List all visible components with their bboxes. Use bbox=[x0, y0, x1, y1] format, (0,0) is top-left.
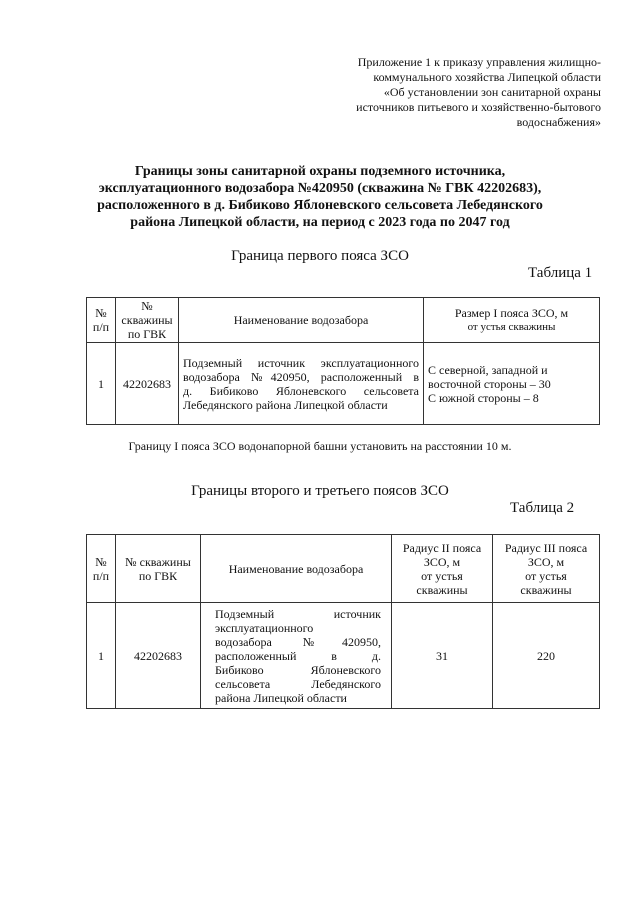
section1-heading: Граница первого пояса ЗСО bbox=[231, 248, 409, 264]
cell-line: Лебедянского района Липецкой области bbox=[183, 397, 388, 412]
table1-header-row bbox=[87, 298, 600, 343]
header-text: Радиус II пояса bbox=[402, 540, 482, 555]
cell-radius2: 31 bbox=[392, 603, 493, 709]
document-title bbox=[60, 163, 580, 231]
note-text: Границу I пояса ЗСО водонапорной башни установить на расстоянии 10 м. bbox=[128, 439, 512, 453]
header-num bbox=[87, 298, 116, 343]
appendix-line: источников питьевого и хозяйственно-бытового bbox=[356, 100, 601, 114]
appendix-line: коммунального хозяйства Липецкой области bbox=[373, 70, 601, 84]
table1-label: Таблица 1 bbox=[528, 265, 593, 281]
cell-name bbox=[179, 343, 424, 425]
header-text: Размер I пояса ЗСО, м bbox=[454, 306, 569, 320]
cell-line: эксплуатационного bbox=[215, 620, 314, 635]
cell-line: д. Бибиково Яблоневского сельсовета bbox=[183, 383, 419, 398]
table2 bbox=[86, 534, 600, 709]
cell-num: 1 bbox=[87, 343, 116, 425]
cell-line: сельсовета Лебедянского bbox=[215, 676, 381, 691]
cell-line: Подземный источник эксплуатационного bbox=[183, 355, 419, 370]
cell-size bbox=[424, 343, 600, 425]
header-text: Радиус III пояса bbox=[504, 540, 588, 555]
cell-line: С северной, западной и bbox=[428, 362, 548, 377]
table2-label: Таблица 2 bbox=[510, 500, 575, 516]
table1-row bbox=[87, 343, 600, 425]
title-line: расположенного в д. Бибиково Яблоневского сельсовета Лебедянского bbox=[97, 198, 543, 213]
header-text: № bbox=[95, 306, 107, 320]
cell-well: 42202683 bbox=[116, 603, 201, 709]
header-name: Наименование водозабора bbox=[201, 535, 392, 603]
cell-line: водозабора №420950, расположенный в bbox=[183, 369, 419, 384]
header-text: от устья bbox=[421, 568, 463, 583]
header-radius3 bbox=[493, 535, 600, 603]
cell-line: расположенный в д. bbox=[215, 648, 381, 663]
title-line: Границы зоны санитарной охраны подземного источника, bbox=[134, 164, 506, 179]
header-text: ЗСО, м bbox=[527, 554, 565, 569]
header-text: п/п bbox=[92, 568, 110, 583]
title-line: района Липецкой области, на период с 2023 года по 2047 год bbox=[130, 215, 510, 230]
table2-header-row bbox=[87, 535, 600, 603]
header-text: от устья скважины bbox=[467, 321, 556, 333]
cell-well: 42202683 bbox=[116, 343, 179, 425]
header-text: № bbox=[141, 299, 153, 313]
table1 bbox=[86, 297, 600, 425]
cell-line: Подземный источник bbox=[215, 606, 381, 621]
header-name: Наименование водозабора bbox=[179, 298, 424, 343]
header-well bbox=[116, 535, 201, 603]
cell-name bbox=[201, 603, 392, 709]
header-text: п/п bbox=[92, 320, 110, 334]
header-text: по ГВК bbox=[138, 568, 178, 583]
cell-num: 1 bbox=[87, 603, 116, 709]
appendix-header bbox=[300, 55, 601, 130]
header-text: скважины bbox=[121, 313, 173, 327]
header-text: по ГВК bbox=[127, 327, 167, 341]
table2-row bbox=[87, 603, 600, 709]
appendix-line: Приложение 1 к приказу управления жилищно- bbox=[357, 55, 601, 69]
cell-line: Бибиково Яблоневского bbox=[215, 662, 381, 677]
cell-line: С южной стороны – 8 bbox=[428, 390, 539, 405]
header-text: № bbox=[95, 554, 107, 569]
header-text: скважины bbox=[416, 582, 468, 597]
header-size bbox=[424, 298, 600, 343]
section2-heading: Границы второго и третьего поясов ЗСО bbox=[191, 483, 449, 499]
header-well bbox=[116, 298, 179, 343]
cell-line: района Липецкой области bbox=[215, 690, 347, 705]
title-line: эксплуатационного водозабора №420950 (скважина № ГВК 42202683), bbox=[98, 181, 542, 196]
cell-line: восточной стороны – 30 bbox=[428, 376, 551, 391]
header-num bbox=[87, 535, 116, 603]
cell-radius3: 220 bbox=[493, 603, 600, 709]
header-text: № скважины bbox=[125, 554, 191, 569]
header-radius2 bbox=[392, 535, 493, 603]
header-text: скважины bbox=[520, 582, 572, 597]
cell-line: водозабора №420950, bbox=[215, 634, 381, 649]
appendix-line: водоснабжения» bbox=[516, 115, 601, 129]
header-text: от устья bbox=[525, 568, 567, 583]
header-text: ЗСО, м bbox=[423, 554, 461, 569]
appendix-line: «Об установлении зон санитарной охраны bbox=[383, 85, 601, 99]
